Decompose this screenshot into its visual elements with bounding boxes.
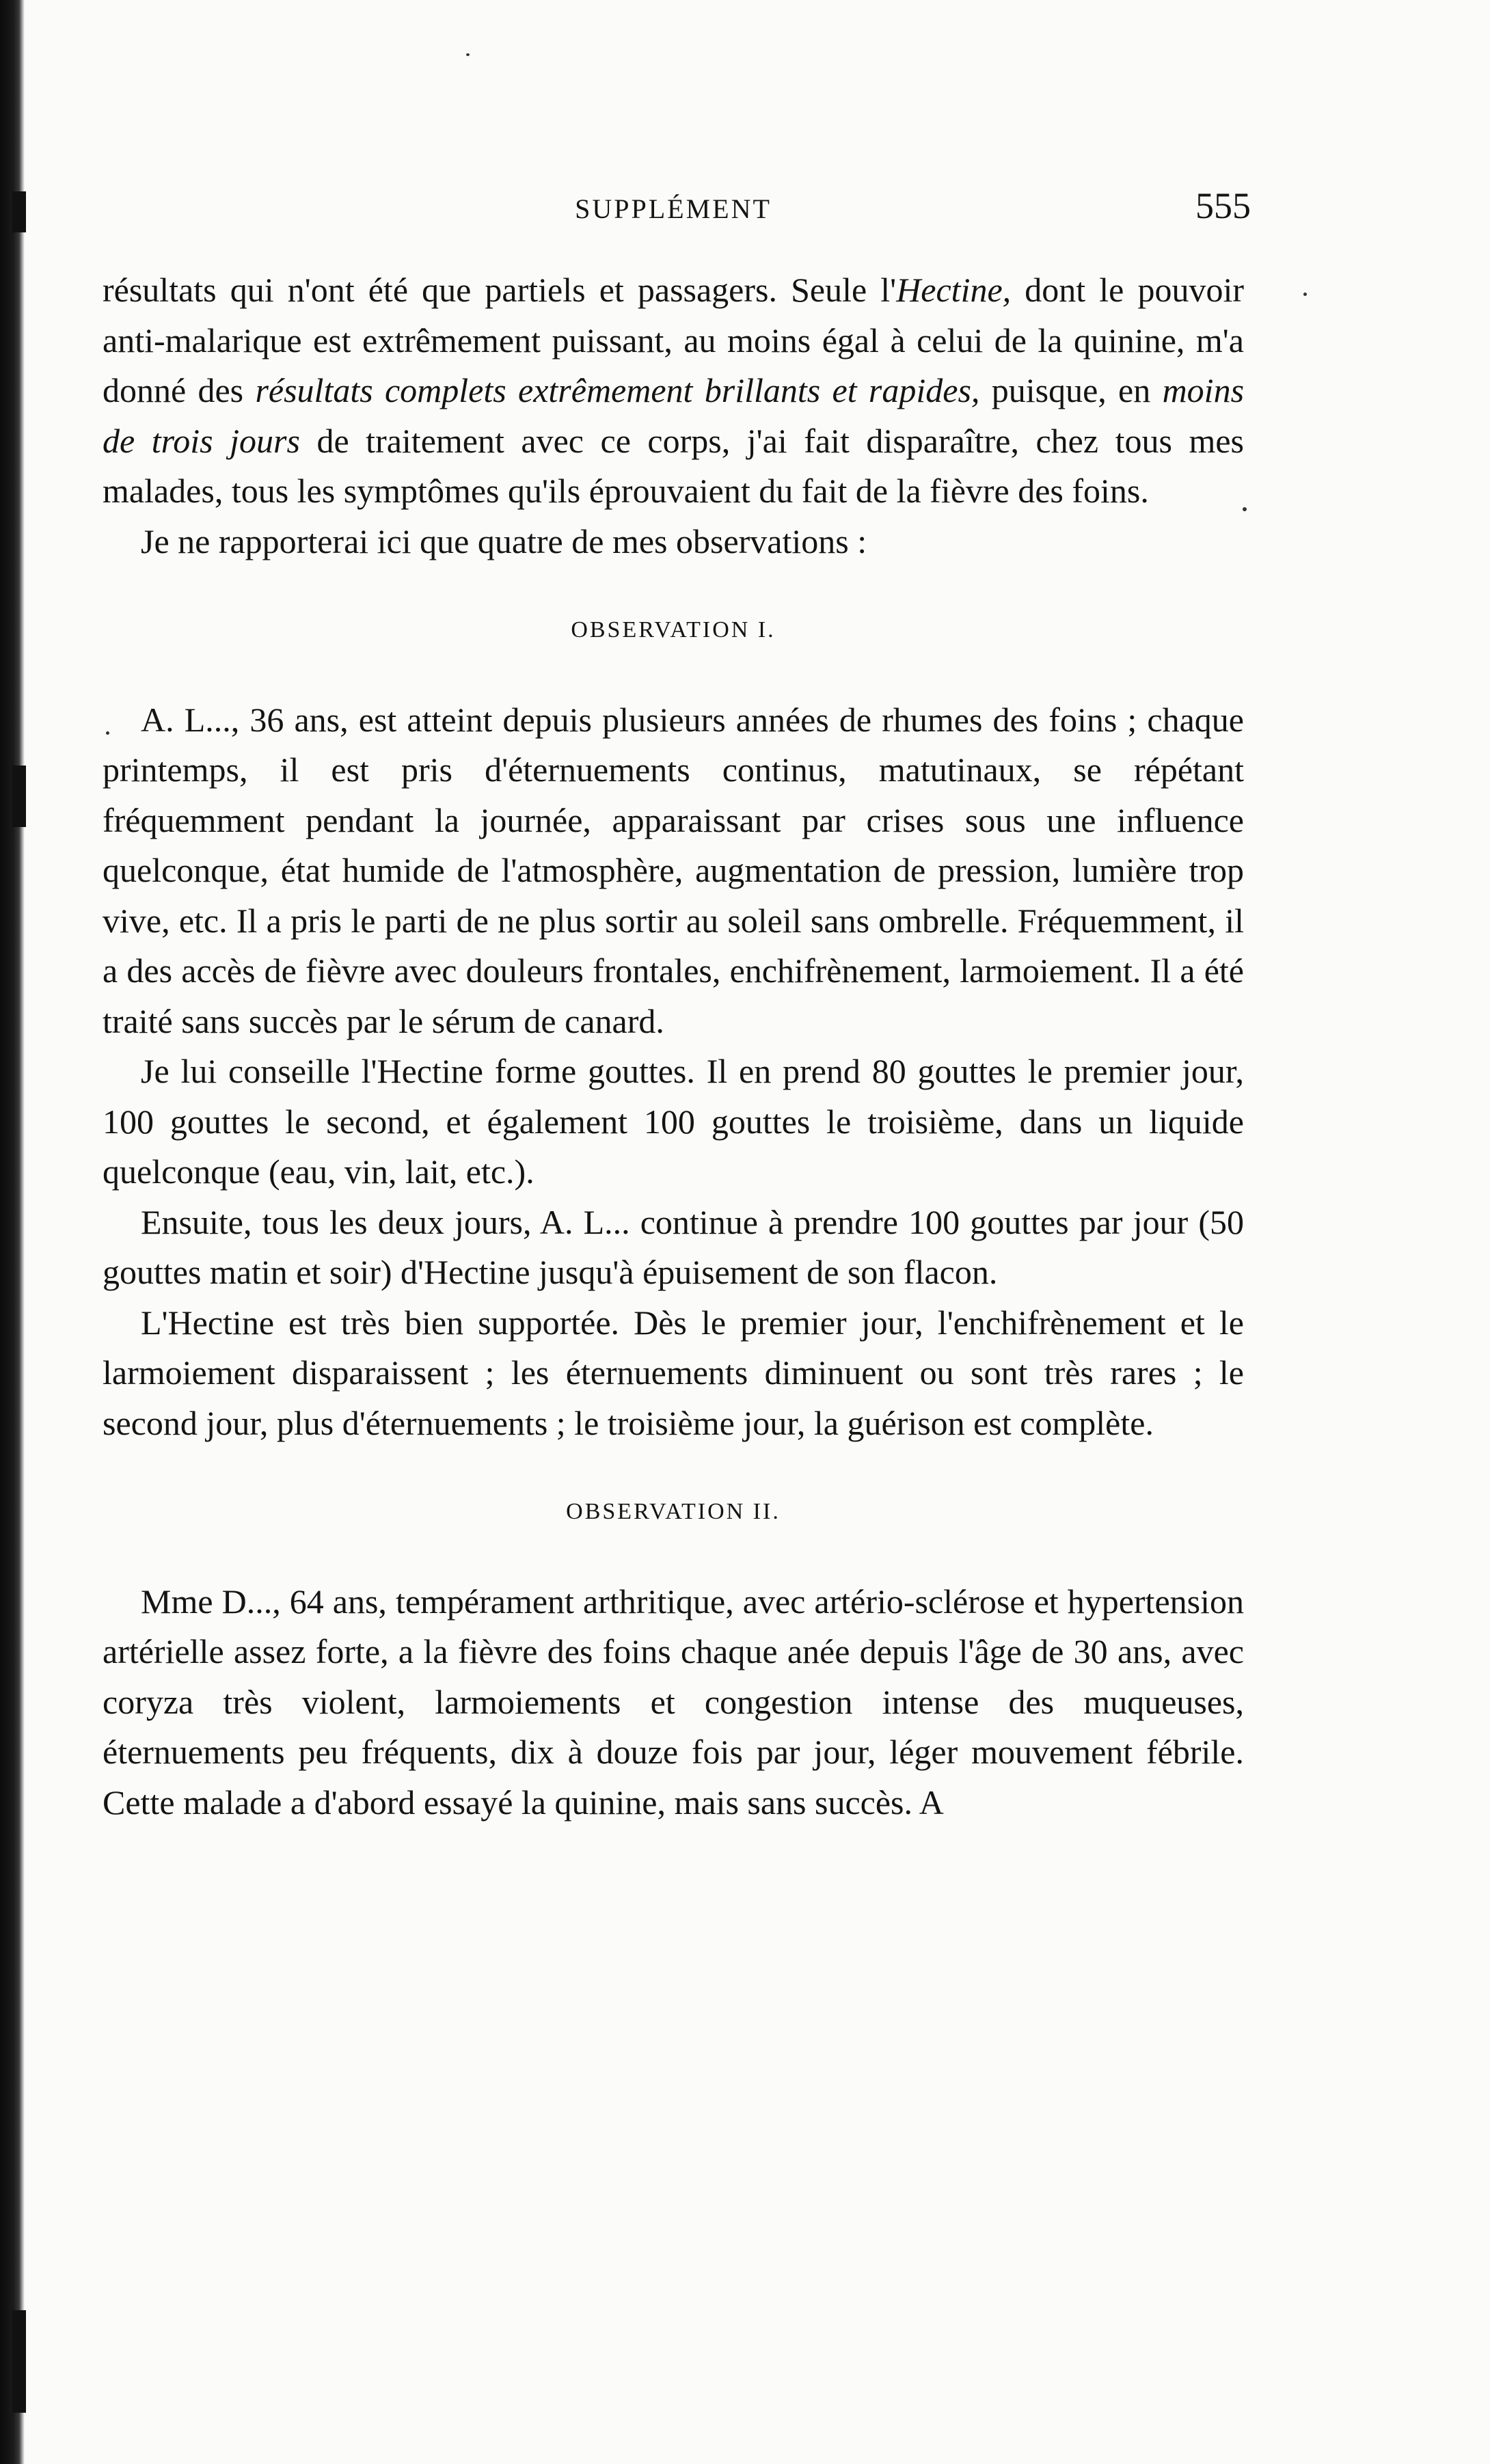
scan-edge-mark [12,766,26,827]
scan-edge-mark [12,2310,26,2413]
running-head: SUPPLÉMENT [575,193,772,224]
page-header [96,185,1251,239]
page-body [103,265,1244,1828]
scan-edge-mark [12,191,26,232]
paragraph: Je ne rapporterai ici que quatre de mes observations : [141,522,867,560]
page-number: 555 [1195,185,1251,226]
observation-heading: OBSERVATION I. [571,617,776,642]
paragraph: Je lui conseille l'Hectine forme gouttes. Il en prend 80 gouttes le premier jour, 100 gouttes le second, et également 100 gouttes le troisième, dans un liquide quelconque (eau, vin, lait, etc.). [103,1052,1244,1191]
paragraph: Mme D..., 64 ans, tempérament arthritique, avec artério-sclérose et hypertension artérielle assez forte, a la fièvre des foins chaque anée depuis l'âge de 30 ans, avec coryza très violent, larmoiements et congestion intense des muqueuses, éternuements peu fréquents, dix à douze fois par jour, léger mouvement fébrile. Cette malade a d'abord essayé la quinine, mais sans succès. A [103,1582,1244,1822]
observation-heading: OBSERVATION II. [566,1499,781,1524]
scan-speck [1303,293,1307,296]
scan-binding-edge [0,0,25,2464]
paragraph: Ensuite, tous les deux jours, A. L... continue à prendre 100 gouttes par jour (50 gouttes matin et soir) d'Hectine jusqu'à épuisement de son flacon. [103,1202,1244,1291]
paragraph: résultats qui n'ont été que partiels et passagers. Seule l'Hectine, dont le pouvoir anti-malarique est extrêmement puissant, au moins égal à celui de la quinine, m'a donné des résultats complets extrêmement brillants et rapides, puisque, en moins de trois jours de traitement avec ce corps, j'ai fait disparaître, chez tous mes malades, tous les symptômes qu'ils éprouvaient du fait de la fièvre des foins. [103,271,1245,510]
paragraph: A. L..., 36 ans, est atteint depuis plusieurs années de rhumes des foins ; chaque printemps, il est pris d'éternuements continus, matutinaux, se répétant fréquemment pendant la journée, apparaissant par crises sous une influence quelconque, état humide de l'atmosphère, augmentation de pression, lumière trop vive, etc. Il a pris le parti de ne plus sortir au soleil sans ombrelle. Fréquemment, il a des accès de fièvre avec douleurs frontales, enchifrènement, larmoiement. Il a été traité sans succès par le sérum de canard. [103,700,1244,1040]
paragraph: L'Hectine est très bien supportée. Dès le premier jour, l'enchifrènement et le larmoiement disparaissent ; les éternuements diminuent ou sont très rares ; le second jour, plus d'éternuements ; le troisième jour, la guérison est complète. [103,1303,1244,1442]
scan-speck [106,731,109,735]
scan-speck [1243,507,1247,511]
scan-speck [466,53,470,56]
